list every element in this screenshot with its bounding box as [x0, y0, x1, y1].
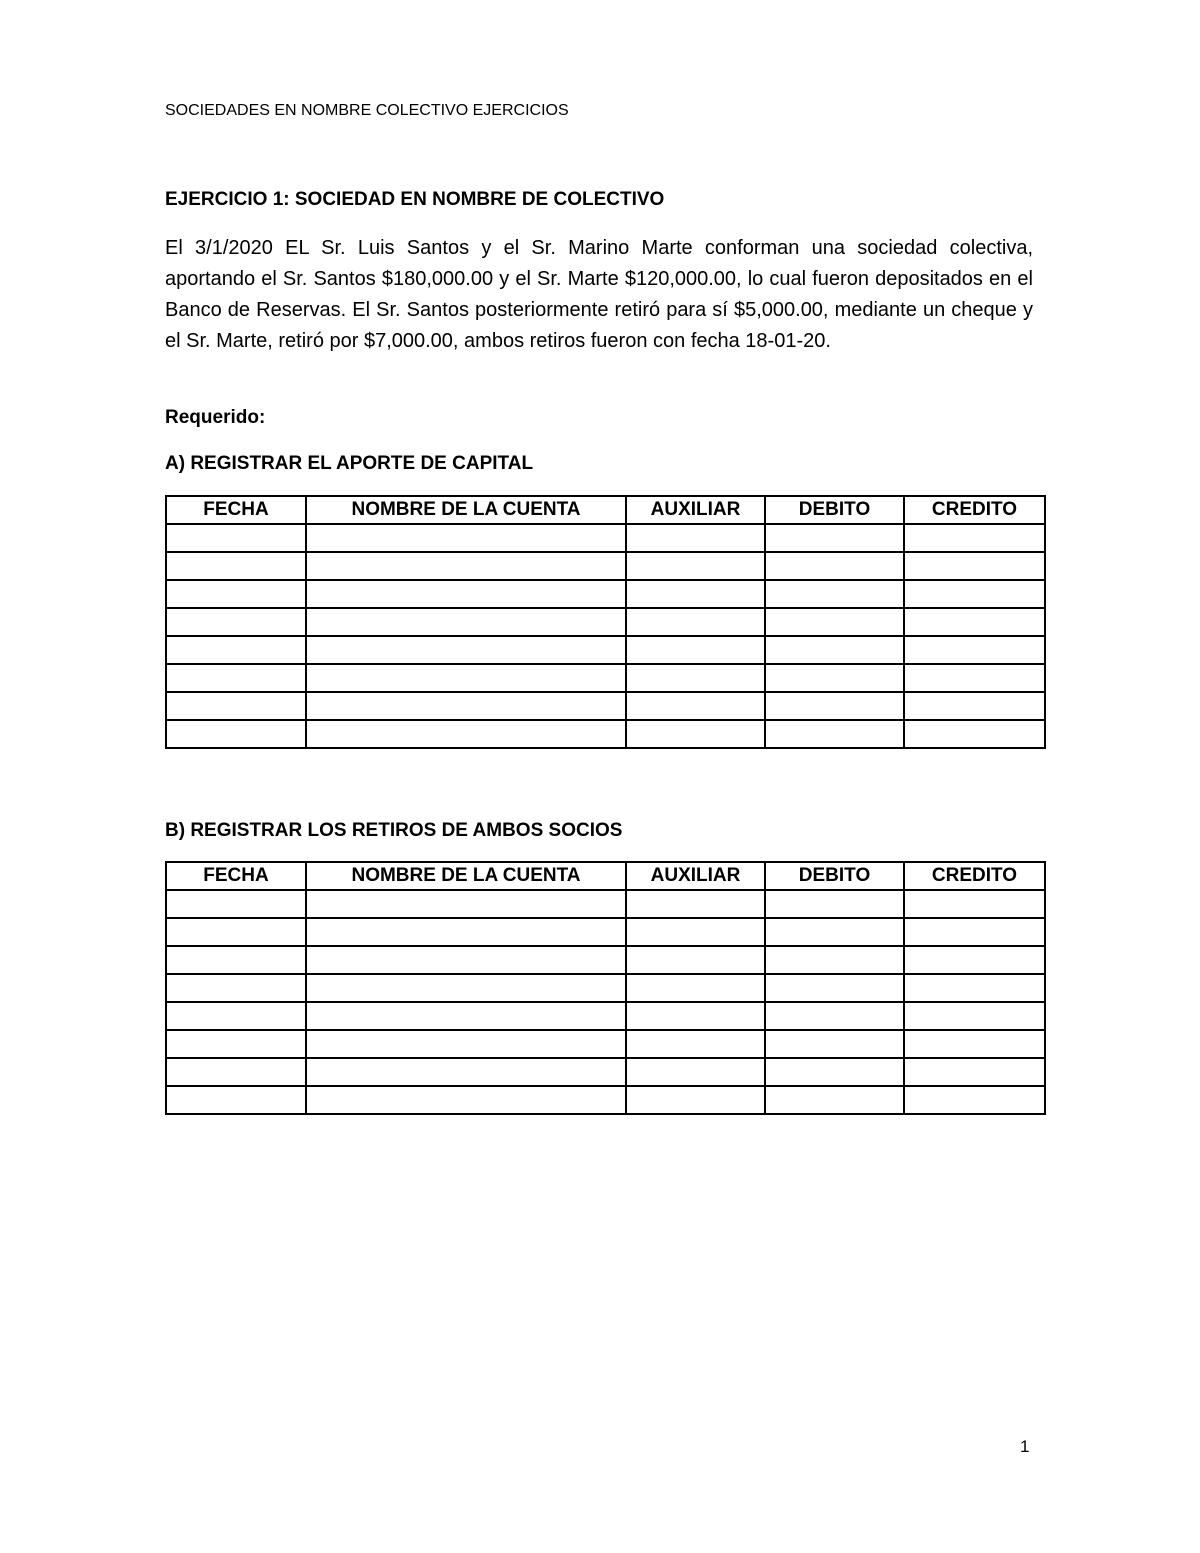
table-row [166, 664, 1045, 692]
cell-fecha[interactable] [166, 946, 306, 974]
cell-auxiliar[interactable] [626, 524, 765, 552]
column-header-credito: CREDITO [904, 496, 1045, 524]
cell-auxiliar[interactable] [626, 664, 765, 692]
cell-fecha[interactable] [166, 608, 306, 636]
table-row [166, 918, 1045, 946]
cell-debito[interactable] [765, 1030, 904, 1058]
requerido-label: Requerido: [165, 407, 266, 428]
cell-nombre-cuenta[interactable] [306, 636, 626, 664]
cell-credito[interactable] [904, 580, 1045, 608]
cell-auxiliar[interactable] [626, 608, 765, 636]
cell-debito[interactable] [765, 946, 904, 974]
column-header-auxiliar: AUXILIAR [626, 862, 765, 890]
column-header-credito: CREDITO [904, 862, 1045, 890]
cell-fecha[interactable] [166, 974, 306, 1002]
cell-auxiliar[interactable] [626, 552, 765, 580]
cell-credito[interactable] [904, 692, 1045, 720]
cell-fecha[interactable] [166, 692, 306, 720]
cell-auxiliar[interactable] [626, 720, 765, 748]
table-row [166, 1002, 1045, 1030]
column-header-auxiliar: AUXILIAR [626, 496, 765, 524]
cell-fecha[interactable] [166, 664, 306, 692]
cell-nombre-cuenta[interactable] [306, 890, 626, 918]
cell-debito[interactable] [765, 918, 904, 946]
column-header-nombre-cuenta: NOMBRE DE LA CUENTA [306, 862, 626, 890]
table-row [166, 974, 1045, 1002]
cell-credito[interactable] [904, 918, 1045, 946]
table-row [166, 692, 1045, 720]
exercise-title: EJERCICIO 1: SOCIEDAD EN NOMBRE DE COLECTIVO [165, 189, 665, 210]
table-row [166, 890, 1045, 918]
cell-debito[interactable] [765, 692, 904, 720]
cell-auxiliar[interactable] [626, 974, 765, 1002]
column-header-fecha: FECHA [166, 496, 306, 524]
cell-debito[interactable] [765, 1002, 904, 1030]
cell-nombre-cuenta[interactable] [306, 974, 626, 1002]
column-header-nombre-cuenta: NOMBRE DE LA CUENTA [306, 496, 626, 524]
table-row [166, 1058, 1045, 1086]
cell-fecha[interactable] [166, 1002, 306, 1030]
cell-debito[interactable] [765, 552, 904, 580]
journal-table-capital [165, 495, 1046, 749]
table-header-row [166, 862, 1045, 890]
cell-fecha[interactable] [166, 720, 306, 748]
cell-nombre-cuenta[interactable] [306, 1086, 626, 1114]
cell-fecha[interactable] [166, 1086, 306, 1114]
cell-auxiliar[interactable] [626, 580, 765, 608]
table-row [166, 1030, 1045, 1058]
cell-auxiliar[interactable] [626, 692, 765, 720]
cell-debito[interactable] [765, 580, 904, 608]
table-row [166, 1086, 1045, 1114]
cell-credito[interactable] [904, 946, 1045, 974]
cell-nombre-cuenta[interactable] [306, 524, 626, 552]
table-row [166, 946, 1045, 974]
table-header-row [166, 496, 1045, 524]
cell-debito[interactable] [765, 608, 904, 636]
cell-auxiliar[interactable] [626, 1058, 765, 1086]
cell-debito[interactable] [765, 1058, 904, 1086]
cell-nombre-cuenta[interactable] [306, 580, 626, 608]
cell-debito[interactable] [765, 524, 904, 552]
section-b-title: B) REGISTRAR LOS RETIROS DE AMBOS SOCIOS [165, 820, 623, 841]
cell-nombre-cuenta[interactable] [306, 720, 626, 748]
cell-fecha[interactable] [166, 524, 306, 552]
page-number: 1 [1020, 1437, 1030, 1456]
cell-auxiliar[interactable] [626, 946, 765, 974]
cell-nombre-cuenta[interactable] [306, 946, 626, 974]
cell-credito[interactable] [904, 1058, 1045, 1086]
cell-auxiliar[interactable] [626, 1030, 765, 1058]
page-header: SOCIEDADES EN NOMBRE COLECTIVO EJERCICIOS [165, 102, 569, 119]
section-a-title: A) REGISTRAR EL APORTE DE CAPITAL [165, 453, 534, 474]
cell-credito[interactable] [904, 720, 1045, 748]
cell-credito[interactable] [904, 664, 1045, 692]
cell-fecha[interactable] [166, 552, 306, 580]
cell-nombre-cuenta[interactable] [306, 664, 626, 692]
cell-debito[interactable] [765, 1086, 904, 1114]
cell-debito[interactable] [765, 890, 904, 918]
table-row [166, 524, 1045, 552]
cell-debito[interactable] [765, 720, 904, 748]
table-row [166, 608, 1045, 636]
table-row [166, 552, 1045, 580]
cell-auxiliar[interactable] [626, 918, 765, 946]
exercise-statement: El 3/1/2020 EL Sr. Luis Santos y el Sr. Marino Marte conforman una sociedad colectiva, aportando el Sr. Santos $180,000.00 y el Sr. Marte $120,000.00, lo cual fueron depositados en el Banco de Reservas. El Sr. Santos posteriormente retiró para sí $5,000.00, mediante un cheque y el Sr. Marte, retiró por $7,000.00, ambos retiros fueron con fecha 18-01-20. [165, 237, 1033, 352]
cell-nombre-cuenta[interactable] [306, 1058, 626, 1086]
cell-fecha[interactable] [166, 890, 306, 918]
cell-credito[interactable] [904, 608, 1045, 636]
cell-debito[interactable] [765, 636, 904, 664]
cell-auxiliar[interactable] [626, 1086, 765, 1114]
cell-fecha[interactable] [166, 918, 306, 946]
cell-credito[interactable] [904, 1002, 1045, 1030]
cell-fecha[interactable] [166, 1030, 306, 1058]
cell-credito[interactable] [904, 524, 1045, 552]
table-row [166, 580, 1045, 608]
cell-nombre-cuenta[interactable] [306, 918, 626, 946]
cell-nombre-cuenta[interactable] [306, 1002, 626, 1030]
cell-fecha[interactable] [166, 580, 306, 608]
column-header-debito: DEBITO [765, 862, 904, 890]
table-body [166, 524, 1045, 748]
column-header-fecha: FECHA [166, 862, 306, 890]
cell-credito[interactable] [904, 1030, 1045, 1058]
cell-credito[interactable] [904, 974, 1045, 1002]
cell-auxiliar[interactable] [626, 890, 765, 918]
cell-auxiliar[interactable] [626, 636, 765, 664]
column-header-debito: DEBITO [765, 496, 904, 524]
table-row [166, 720, 1045, 748]
cell-debito[interactable] [765, 664, 904, 692]
cell-auxiliar[interactable] [626, 1002, 765, 1030]
cell-credito[interactable] [904, 552, 1045, 580]
cell-nombre-cuenta[interactable] [306, 692, 626, 720]
cell-nombre-cuenta[interactable] [306, 608, 626, 636]
cell-credito[interactable] [904, 1086, 1045, 1114]
cell-credito[interactable] [904, 636, 1045, 664]
cell-debito[interactable] [765, 974, 904, 1002]
cell-nombre-cuenta[interactable] [306, 552, 626, 580]
cell-fecha[interactable] [166, 636, 306, 664]
table-row [166, 636, 1045, 664]
cell-credito[interactable] [904, 890, 1045, 918]
cell-fecha[interactable] [166, 1058, 306, 1086]
journal-table-retiros [165, 861, 1046, 1115]
table-body [166, 890, 1045, 1114]
cell-nombre-cuenta[interactable] [306, 1030, 626, 1058]
